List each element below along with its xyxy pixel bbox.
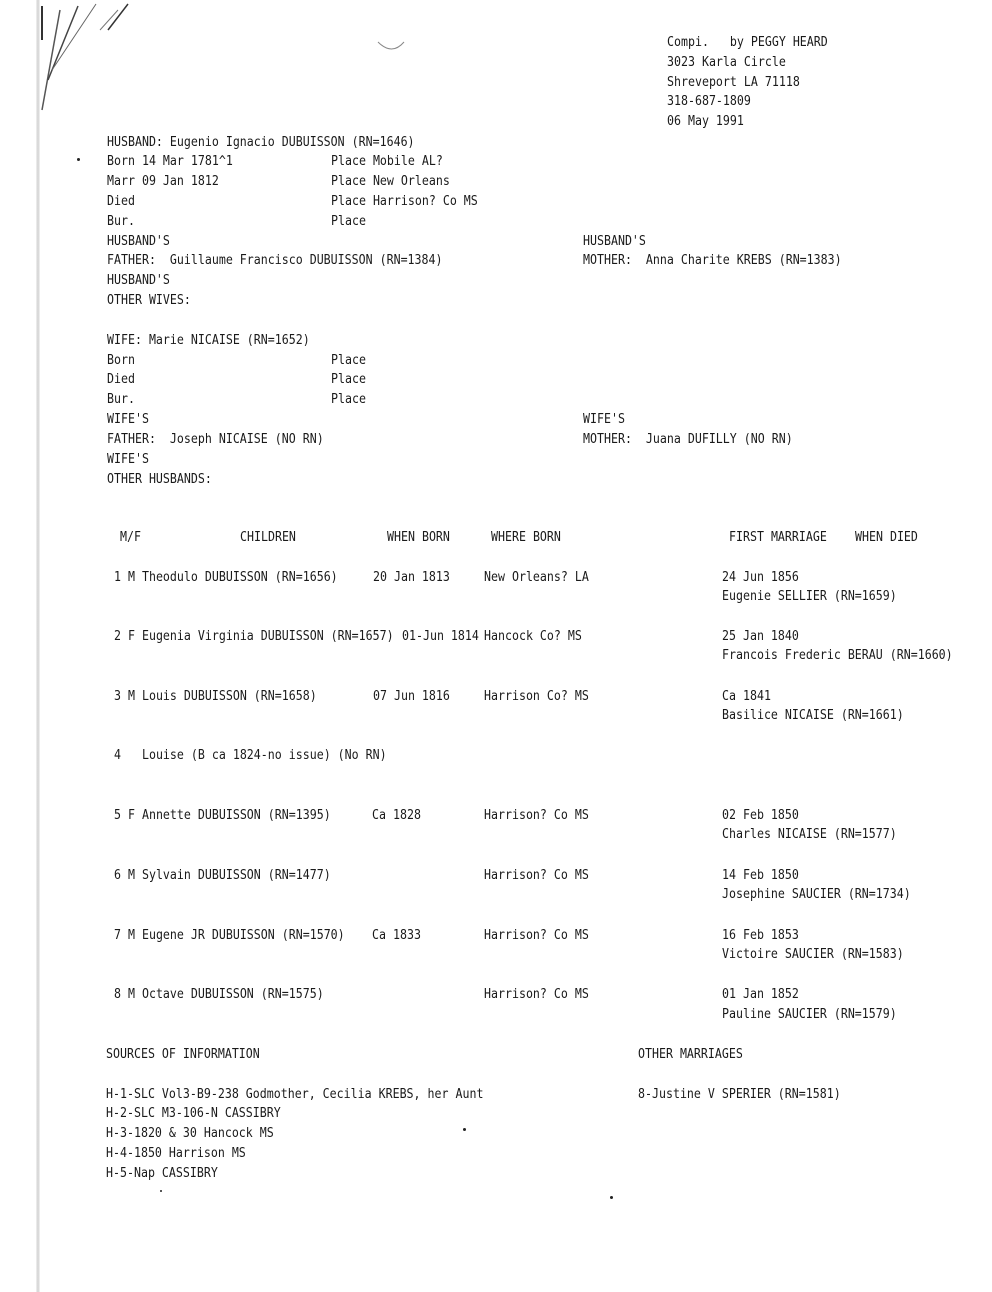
- husband-bur-place: Place: [331, 213, 366, 229]
- wife-mother: MOTHER: Juana DUFILLY (NO RN): [583, 431, 793, 447]
- child-born: 01-Jun 1814: [402, 628, 479, 644]
- husband-born: Born 14 Mar 1781^1: [107, 153, 233, 169]
- source-item: H-3-1820 & 30 Hancock MS: [106, 1125, 274, 1141]
- child-name: 8 M Octave DUBUISSON (RN=1575): [114, 986, 324, 1002]
- child-where: Hancock Co? MS: [484, 628, 582, 644]
- husband-mother: MOTHER: Anna Charite KREBS (RN=1383): [583, 252, 842, 268]
- husband-died: Died: [107, 193, 135, 209]
- col-header-children: CHILDREN: [240, 529, 296, 545]
- sources-header: SOURCES OF INFORMATION: [106, 1046, 260, 1062]
- husband-bur: Bur.: [107, 213, 135, 229]
- scan-edge-shadow: [36, 0, 40, 1292]
- compiler-date: 06 May 1991: [667, 113, 744, 129]
- child-name: 2 F Eugenia Virginia DUBUISSON (RN=1657): [114, 628, 394, 644]
- col-header-when-born: WHEN BORN: [387, 529, 450, 545]
- child-name: 4 Louise (B ca 1824-no issue) (No RN): [114, 747, 387, 763]
- child-marr-date: 02 Feb 1850: [722, 807, 799, 823]
- husband-father: FATHER: Guillaume Francisco DUBUISSON (RN=1384): [107, 252, 443, 268]
- wife-born-place: Place: [331, 352, 366, 368]
- child-where: Harrison? Co MS: [484, 807, 589, 823]
- husband-mother-header: HUSBAND'S: [583, 233, 646, 249]
- wife-born: Born: [107, 352, 135, 368]
- husband-marr: Marr 09 Jan 1812: [107, 173, 219, 189]
- speck: [610, 1196, 613, 1199]
- child-where: New Orleans? LA: [484, 569, 589, 585]
- child-marr-date: 24 Jun 1856: [722, 569, 799, 585]
- child-name: 1 M Theodulo DUBUISSON (RN=1656): [114, 569, 338, 585]
- col-header-when-died: WHEN DIED: [855, 529, 918, 545]
- husband-died-place: Place Harrison? Co MS: [331, 193, 478, 209]
- col-header-first-marriage: FIRST MARRIAGE: [729, 529, 827, 545]
- child-born: Ca 1828: [372, 807, 421, 823]
- wife-other-header: WIFE'S: [107, 451, 149, 467]
- source-item: H-4-1850 Harrison MS: [106, 1145, 246, 1161]
- child-marr-date: 25 Jan 1840: [722, 628, 799, 644]
- husband-father-header: HUSBAND'S: [107, 233, 170, 249]
- source-item: H-5-Nap CASSIBRY: [106, 1165, 218, 1181]
- wife-bur: Bur.: [107, 391, 135, 407]
- child-marr-date: 16 Feb 1853: [722, 927, 799, 943]
- compiler-address: 3023 Karla Circle: [667, 54, 786, 70]
- child-born: Ca 1833: [372, 927, 421, 943]
- compiler-city: Shreveport LA 71118: [667, 74, 800, 90]
- other-marriages-header: OTHER MARRIAGES: [638, 1046, 743, 1062]
- col-header-mf: M/F: [120, 529, 141, 545]
- source-item: H-1-SLC Vol3-B9-238 Godmother, Cecilia KREBS, her Aunt: [106, 1086, 484, 1102]
- wife-father: FATHER: Joseph NICAISE (NO RN): [107, 431, 324, 447]
- child-spouse: Pauline SAUCIER (RN=1579): [722, 1006, 897, 1022]
- child-where: Harrison? Co MS: [484, 986, 589, 1002]
- col-header-where-born: WHERE BORN: [491, 529, 561, 545]
- child-where: Harrison? Co MS: [484, 867, 589, 883]
- compiler-phone: 318-687-1809: [667, 93, 751, 109]
- speck: [77, 158, 80, 161]
- husband-born-place: Place Mobile AL?: [331, 153, 443, 169]
- wife-mother-header: WIFE'S: [583, 411, 625, 427]
- husband-other-header: HUSBAND'S: [107, 272, 170, 288]
- child-spouse: Josephine SAUCIER (RN=1734): [722, 886, 911, 902]
- child-marr-date: 14 Feb 1850: [722, 867, 799, 883]
- child-name: 6 M Sylvain DUBUISSON (RN=1477): [114, 867, 331, 883]
- wife-other-husbands: OTHER HUSBANDS:: [107, 471, 212, 487]
- child-spouse: Charles NICAISE (RN=1577): [722, 826, 897, 842]
- other-marriage-item: 8-Justine V SPERIER (RN=1581): [638, 1086, 841, 1102]
- child-where: Harrison? Co MS: [484, 927, 589, 943]
- husband-title: HUSBAND: Eugenio Ignacio DUBUISSON (RN=1646): [107, 134, 415, 150]
- scan-smudge: [0, 0, 992, 80]
- compiler-line: Compi. by PEGGY HEARD: [667, 34, 828, 50]
- child-where: Harrison Co? MS: [484, 688, 589, 704]
- child-marr-date: Ca 1841: [722, 688, 771, 704]
- child-spouse: Basilice NICAISE (RN=1661): [722, 707, 904, 723]
- child-name: 5 F Annette DUBUISSON (RN=1395): [114, 807, 331, 823]
- wife-title: WIFE: Marie NICAISE (RN=1652): [107, 332, 310, 348]
- wife-died-place: Place: [331, 371, 366, 387]
- child-marr-date: 01 Jan 1852: [722, 986, 799, 1002]
- child-spouse: Francois Frederic BERAU (RN=1660): [722, 647, 953, 663]
- wife-bur-place: Place: [331, 391, 366, 407]
- wife-died: Died: [107, 371, 135, 387]
- husband-marr-place: Place New Orleans: [331, 173, 450, 189]
- child-name: 3 M Louis DUBUISSON (RN=1658): [114, 688, 317, 704]
- child-spouse: Victoire SAUCIER (RN=1583): [722, 946, 904, 962]
- speck: [160, 1190, 162, 1192]
- child-spouse: Eugenie SELLIER (RN=1659): [722, 588, 897, 604]
- child-born: 20 Jan 1813: [373, 569, 450, 585]
- speck: [463, 1128, 466, 1131]
- wife-father-header: WIFE'S: [107, 411, 149, 427]
- child-name: 7 M Eugene JR DUBUISSON (RN=1570): [114, 927, 345, 943]
- husband-other-wives: OTHER WIVES:: [107, 292, 191, 308]
- child-born: 07 Jun 1816: [373, 688, 450, 704]
- source-item: H-2-SLC M3-106-N CASSIBRY: [106, 1105, 281, 1121]
